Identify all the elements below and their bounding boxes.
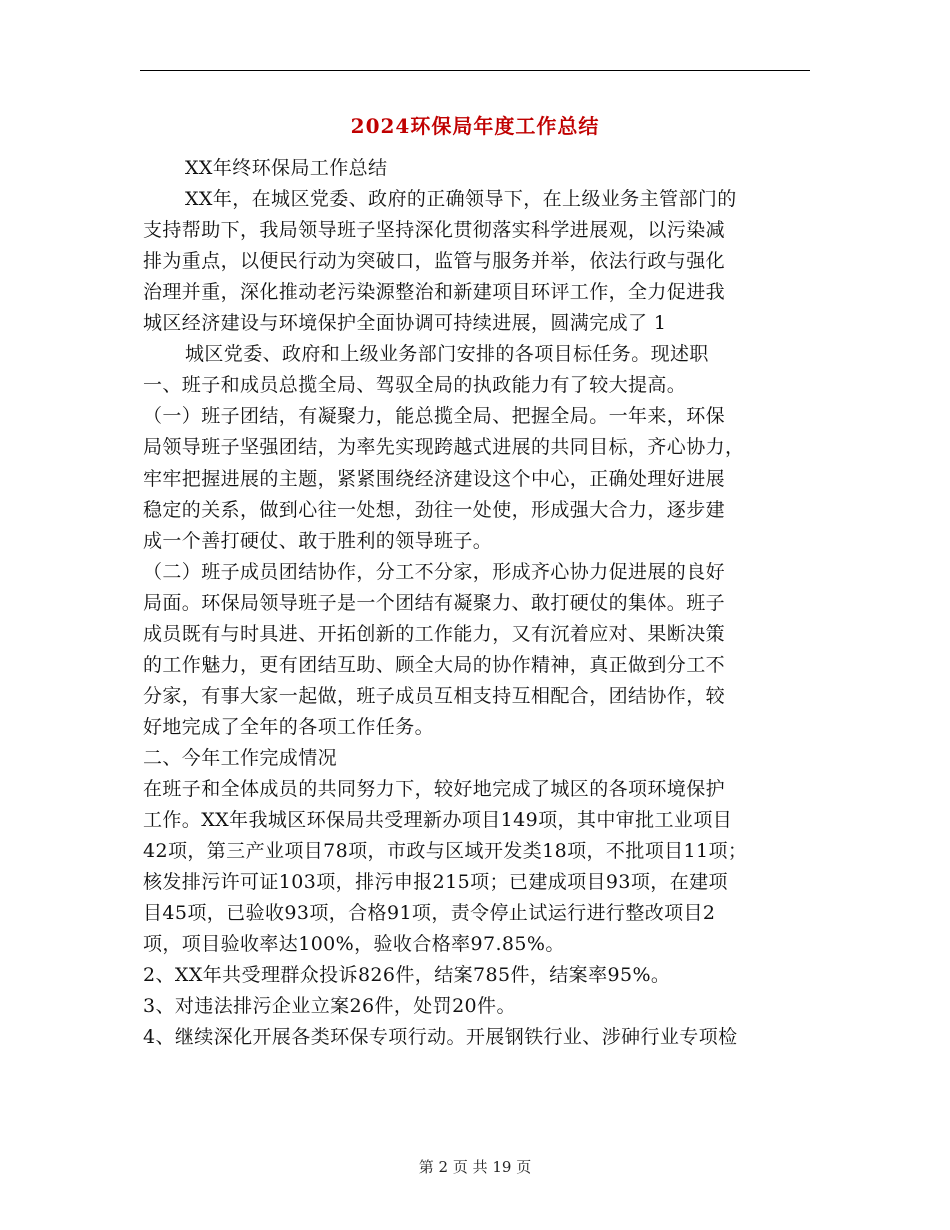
text-line: 排为重点，以便民行动为突破口，监管与服务并举，依法行政与强化	[143, 250, 726, 273]
text-line: 2、XX年共受理群众投诉826件，结案785件，结案率95%。	[143, 964, 671, 987]
text-line: 牢牢把握进展的主题，紧紧围绕经济建设这个中心，正确处理好进展	[143, 467, 726, 490]
text-line: 支持帮助下，我局领导班子坚持深化贯彻落实科学进展观，以污染减	[143, 219, 726, 242]
text-line: 3、对违法排污企业立案26件，处罚20件。	[143, 995, 516, 1018]
text-line: 4、继续深化开展各类环保专项行动。开展钢铁行业、涉砷行业专项检	[143, 1026, 738, 1049]
header-rule	[140, 70, 810, 71]
page-footer: 第 2 页 共 19 页	[418, 1158, 532, 1176]
document-title: 2024环保局年度工作总结	[350, 114, 600, 138]
text-line: 的工作魅力，更有团结互助、顾全大局的协作精神，真正做到分工不	[143, 653, 726, 676]
text-line: 成员既有与时具进、开拓创新的工作能力，又有沉着应对、果断决策	[143, 622, 726, 645]
text-line: 城区经济建设与环境保护全面协调可持续进展，圆满完成了 1	[143, 312, 667, 335]
text-line: 核发排污许可证103项，排污申报215项；已建成项目93项，在建项	[143, 871, 728, 894]
text-line: 目45项，已验收93项，合格91项，责令停止试运行进行整改项目2	[143, 902, 716, 925]
text-line: （二）班子成员团结协作，分工不分家，形成齐心协力促进展的良好	[143, 560, 726, 583]
text-line: 治理并重，深化推动老污染源整治和新建项目环评工作，全力促进我	[143, 281, 726, 304]
text-line: 一、班子和成员总揽全局、驾驭全局的执政能力有了较大提高。	[143, 374, 687, 397]
text-line: 42项，第三产业项目78项，市政与区域开发类18项，不批项目11项；	[143, 840, 748, 863]
text-line: 工作。XX年我城区环保局共受理新办项目149项，其中审批工业项目	[143, 809, 733, 832]
text-line: 项，项目验收率达100%，验收合格率97.85%。	[143, 933, 565, 956]
text-line: 成一个善打硬仗、敢于胜利的领导班子。	[143, 529, 493, 552]
text-line: 局领导班子坚强团结，为率先实现跨越式进展的共同目标，齐心协力，	[143, 436, 745, 459]
text-line: XX年终环保局工作总结	[185, 157, 388, 179]
text-line: 好地完成了全年的各项工作任务。	[143, 715, 435, 738]
text-line: 局面。环保局领导班子是一个团结有凝聚力、敢打硬仗的集体。班子	[143, 591, 726, 614]
text-line: XX年，在城区党委、政府的正确领导下，在上级业务主管部门的	[185, 188, 737, 211]
text-line: 稳定的关系，做到心往一处想，劲往一处使，形成强大合力，逐步建	[143, 498, 726, 521]
text-line: （一）班子团结，有凝聚力，能总揽全局、把握全局。一年来，环保	[143, 405, 726, 428]
text-line: 二、今年工作完成情况	[143, 747, 338, 769]
text-line: 城区党委、政府和上级业务部门安排的各项目标任务。现述职	[185, 343, 709, 366]
text-line: 在班子和全体成员的共同努力下，较好地完成了城区的各项环境保护	[143, 778, 726, 800]
text-line: 分家，有事大家一起做，班子成员互相支持互相配合，团结协作，较	[143, 684, 726, 707]
